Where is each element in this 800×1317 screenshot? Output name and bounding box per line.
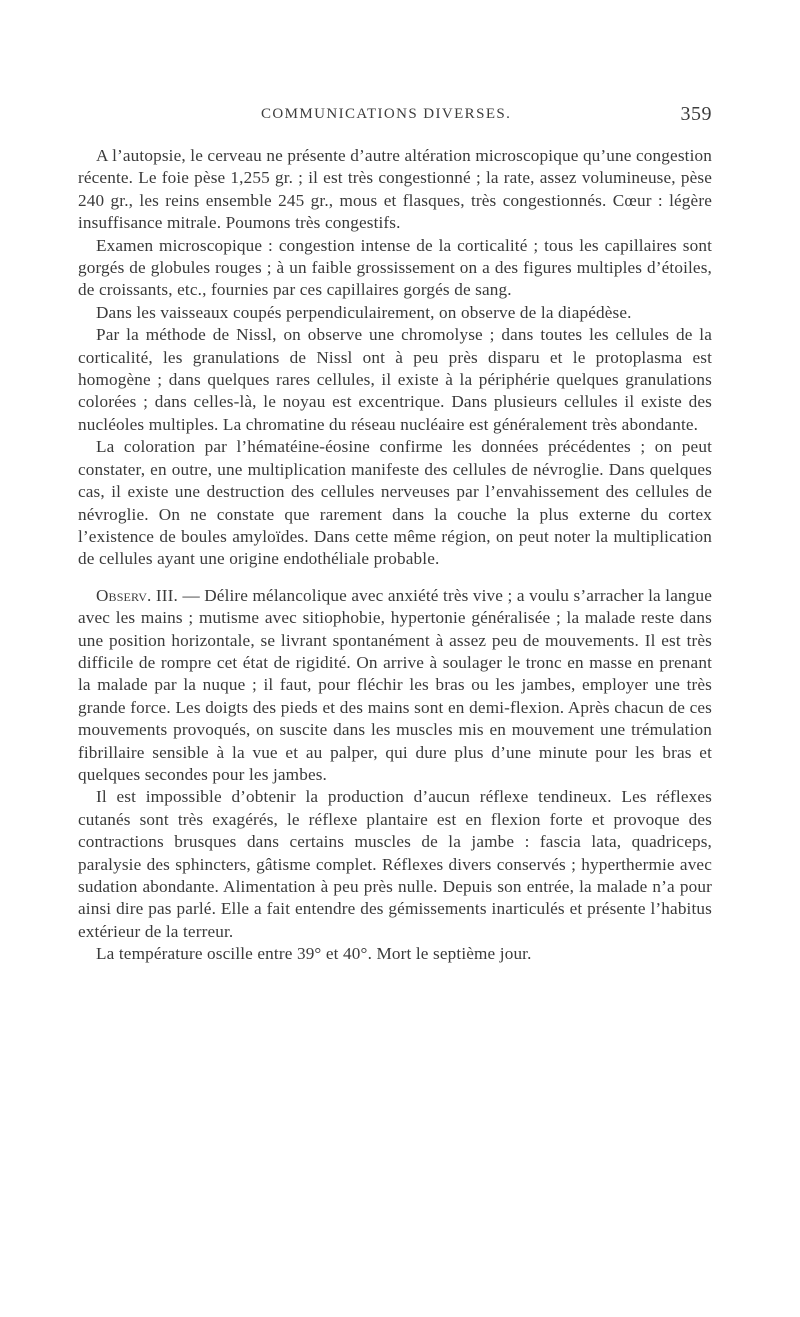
running-title: COMMUNICATIONS DIVERSES.	[261, 106, 512, 122]
paragraph-diapedesis: Dans les vaisseaux coupés perpendiculairement, on observe de la diapédèse.	[96, 302, 632, 322]
paragraph-autopsy: A l’autopsie, le cerveau ne présente d’autre altération microscopique qu’une congestion récente. Le foie pèse 1,255 gr. ; il est très congestionné ; la rate, assez volumineuse, pèse 240 gr., les reins ensemble 245 gr., mous et flasques, très congestionnés. Cœur : légère insuffisance mitrale. Poumons très congestifs.	[78, 146, 712, 233]
running-head	[78, 103, 712, 136]
observation-label: Observ. III.	[96, 585, 178, 605]
observation-text: — Délire mélancolique avec anxiété très vive ; a voulu s’arracher la langue avec les mains ; mutisme avec sitiophobie, hypertonie généralisée ; la malade reste dans une position horizontale, se livrant spontanément à assez peu de mouvements. Il est très difficile de rompre cet état de rigidité. On arrive à soulager le tronc en masse en prenant la malade par la nuque ; il faut, pour fléchir les bras ou les jambes, employer une très grande force. Les doigts des pieds et des mains sont en demi-flexion. Après chacun de ces mouvements provoqués, on suscite dans les muscles mis en mouvement une trémulation fibrillaire sensible à la vue et au palper, qui dure plus d’une minute pour les bras et quelques secondes pour les jambes.	[78, 585, 712, 784]
paragraph-temperature: La température oscille entre 39° et 40°. Mort le septième jour.	[96, 944, 532, 964]
paragraph-nissl-method: Par la méthode de Nissl, on observe une chromolyse ; dans toutes les cellules de la corticalité, les granulations de Nissl ont à peu près disparu et le protoplasma est homogène ; dans quelques rares cellules, il existe à la périphérie quelques granulations colorées ; dans celles-là, le noyau est excentrique. Dans plusieurs cellules il existe des nucléoles multiples. La chromatine du réseau nucléaire est généralement très abondante.	[78, 325, 712, 434]
book-page	[78, 103, 712, 966]
paragraph-observation-3	[78, 585, 712, 787]
paragraph-reflexes: Il est impossible d’obtenir la production d’aucun réflexe tendineux. Les réflexes cutanés sont très exagérés, le réflexe plantaire est en flexion forte et provoque des contractions brusques dans certains muscles de la jambe : fascia lata, quadriceps, paralysie des sphincters, gâtisme complet. Réflexes divers conservés ; hyperthermie avec sudation abondante. Alimentation à peu près nulle. Depuis son entrée, la malade n’a pour ainsi dire pas parlé. Elle a fait entendre des gémissements inarticulés et présente l’habitus extérieur de la terreur.	[78, 787, 712, 941]
page-number: 359	[680, 103, 712, 125]
paragraph-microscopic-exam: Examen microscopique : congestion intense de la corticalité ; tous les capillaires sont gorgés de globules rouges ; à un faible grossissement on a des figures multiples d’étoiles, de croissants, etc., fournies par ces capillaires gorgés de sang.	[78, 235, 712, 300]
paragraph-hematein-eosin: La coloration par l’hématéine-éosine confirme les données précédentes ; on peut constater, en outre, une multiplication manifeste des cellules de névroglie. Dans quelques cas, il existe une destruction des cellules nerveuses par l’envahissement des cellules de névroglie. On ne constate que rarement dans la couche la plus externe du cortex l’existence de boules amyloïdes. Dans cette même région, on peut noter la multiplication de cellules ayant une origine endothéliale probable.	[78, 437, 712, 569]
